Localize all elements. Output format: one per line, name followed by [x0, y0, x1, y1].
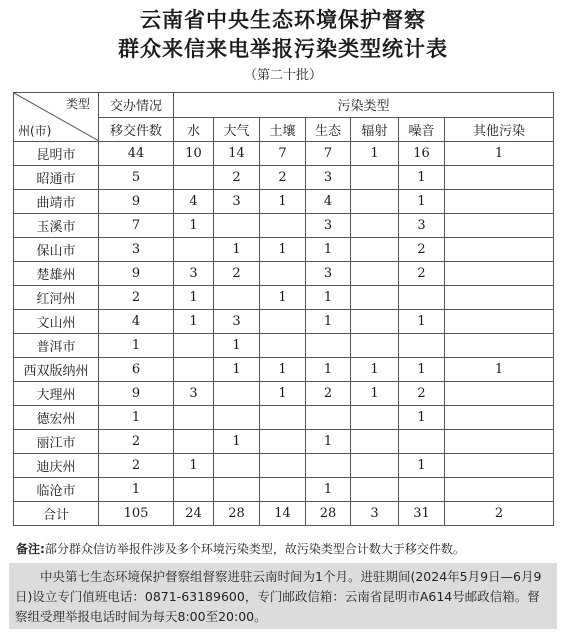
table-cell: 1 [174, 454, 214, 478]
table-cell: 44 [99, 142, 174, 166]
region-name: 西双版纳州 [14, 358, 99, 382]
table-cell [260, 262, 306, 286]
table-cell: 3 [174, 262, 214, 286]
table-cell: 1 [399, 166, 445, 190]
table-cell: 1 [260, 190, 306, 214]
table-cell: 3 [399, 214, 445, 238]
table-cell: 1 [260, 286, 306, 310]
table-cell [445, 286, 554, 310]
group-header-pollution: 污染类型 [174, 93, 554, 118]
table-cell: 3 [351, 502, 399, 526]
table-cell [351, 214, 399, 238]
table-cell [445, 430, 554, 454]
column-header: 移交件数 [99, 117, 174, 142]
table-cell: 3 [214, 190, 260, 214]
table-cell [214, 382, 260, 406]
table-cell [174, 430, 214, 454]
table-cell: 1 [306, 358, 351, 382]
region-name: 大理州 [14, 382, 99, 406]
table-cell [260, 478, 306, 502]
note-text: 部分群众信访举报件涉及多个环境污染类型，故污染类型合计数大于移交件数。 [44, 542, 465, 556]
table-cell [399, 430, 445, 454]
table-cell [260, 334, 306, 358]
table-cell [174, 166, 214, 190]
table-cell: 7 [260, 142, 306, 166]
table-cell [445, 190, 554, 214]
table-cell [351, 334, 399, 358]
table-cell [351, 454, 399, 478]
column-header: 噪音 [399, 117, 445, 142]
region-name: 红河州 [14, 286, 99, 310]
table-cell: 1 [99, 406, 174, 430]
table-cell: 1 [99, 478, 174, 502]
table-cell [445, 166, 554, 190]
table-cell: 1 [174, 286, 214, 310]
table-cell: 1 [306, 238, 351, 262]
table-cell [445, 454, 554, 478]
note-label: 备注: [16, 542, 45, 556]
table-row [14, 214, 554, 238]
table-cell: 9 [99, 190, 174, 214]
table-cell [174, 478, 214, 502]
table-cell [306, 454, 351, 478]
table-cell: 4 [174, 190, 214, 214]
table-cell [351, 262, 399, 286]
table-cell: 1 [399, 454, 445, 478]
table-cell: 7 [99, 214, 174, 238]
table-row [14, 430, 554, 454]
table-row [14, 310, 554, 334]
table-cell [351, 190, 399, 214]
region-name: 昆明市 [14, 142, 99, 166]
statistics-table [13, 92, 554, 526]
note [16, 540, 556, 557]
column-header: 生态 [306, 117, 351, 142]
table-cell: 2 [214, 262, 260, 286]
table-cell [214, 286, 260, 310]
group-header-transfer: 交办情况 [99, 93, 174, 118]
table-cell [445, 406, 554, 430]
table-row [14, 190, 554, 214]
table-cell: 14 [260, 502, 306, 526]
table-cell [214, 478, 260, 502]
table-cell [260, 214, 306, 238]
table-cell: 2 [399, 262, 445, 286]
column-header: 水 [174, 117, 214, 142]
table-cell: 1 [260, 238, 306, 262]
table-cell [306, 334, 351, 358]
table-row [14, 502, 554, 526]
region-name: 曲靖市 [14, 190, 99, 214]
table-cell: 2 [399, 238, 445, 262]
column-header: 其他污染 [445, 117, 554, 142]
table-cell: 1 [445, 142, 554, 166]
table-row [14, 286, 554, 310]
region-name: 丽江市 [14, 430, 99, 454]
table-cell: 3 [214, 310, 260, 334]
table-cell: 1 [351, 142, 399, 166]
region-name: 保山市 [14, 238, 99, 262]
table-cell: 1 [214, 334, 260, 358]
info-box: 中央第七生态环境保护督察组督察进驻云南时间为1个月。进驻期间(2024年5月9日—6月9日)设立专门值班电话：0871-63189600，专门邮政信箱：云南省昆明市A614号邮政信箱。督察组受理举报电话时间为每天8:00至20:00。 [9, 563, 557, 629]
table-cell: 1 [399, 406, 445, 430]
column-header: 大气 [214, 117, 260, 142]
table-cell [351, 406, 399, 430]
table-cell [445, 382, 554, 406]
region-name: 玉溪市 [14, 214, 99, 238]
table-cell [306, 406, 351, 430]
table-cell: 5 [99, 166, 174, 190]
table-cell: 1 [174, 310, 214, 334]
table-cell [351, 238, 399, 262]
table-cell [445, 214, 554, 238]
table-cell [174, 406, 214, 430]
table-cell: 9 [99, 382, 174, 406]
table-cell [260, 406, 306, 430]
table-row [14, 166, 554, 190]
table-cell: 1 [399, 310, 445, 334]
table-cell [214, 454, 260, 478]
table-cell [399, 286, 445, 310]
table-cell: 1 [351, 382, 399, 406]
table-cell: 1 [214, 238, 260, 262]
table-cell: 3 [306, 214, 351, 238]
region-name: 临沧市 [14, 478, 99, 502]
column-header: 土壤 [260, 117, 306, 142]
table-cell [260, 430, 306, 454]
table-cell [351, 166, 399, 190]
table-cell [351, 430, 399, 454]
region-name: 德宏州 [14, 406, 99, 430]
table-cell: 2 [306, 382, 351, 406]
table-cell: 6 [99, 358, 174, 382]
table-cell: 9 [99, 262, 174, 286]
table-cell [351, 286, 399, 310]
table-cell: 1 [214, 358, 260, 382]
title-line-1: 云南省中央生态环境保护督察 [140, 8, 426, 32]
table-row [14, 478, 554, 502]
table-cell [351, 478, 399, 502]
table-cell [174, 334, 214, 358]
table-cell [214, 406, 260, 430]
table-cell: 2 [99, 286, 174, 310]
batch-label: （第二十批） [243, 68, 322, 83]
table-row [14, 238, 554, 262]
table-cell: 1 [306, 430, 351, 454]
table-cell: 1 [174, 214, 214, 238]
corner-top-label: 类型 [65, 97, 90, 111]
table-cell: 16 [399, 142, 445, 166]
table-cell: 1 [260, 382, 306, 406]
table-cell: 2 [260, 166, 306, 190]
table-cell: 24 [174, 502, 214, 526]
table-cell [445, 262, 554, 286]
table-cell [445, 310, 554, 334]
table-cell: 1 [99, 334, 174, 358]
table-cell: 1 [306, 478, 351, 502]
table-cell: 10 [174, 142, 214, 166]
region-name: 文山州 [14, 310, 99, 334]
table-row [14, 358, 554, 382]
table-cell: 2 [445, 502, 554, 526]
region-name: 合计 [14, 502, 99, 526]
table-row [14, 142, 554, 166]
corner-bottom-label: 州(市) [18, 124, 52, 138]
table-cell [174, 358, 214, 382]
table-cell [174, 238, 214, 262]
table-cell [445, 334, 554, 358]
table-cell: 7 [306, 142, 351, 166]
table-body [14, 142, 554, 526]
region-name: 楚雄州 [14, 262, 99, 286]
table-row [14, 382, 554, 406]
table-cell: 3 [99, 238, 174, 262]
table-row [14, 454, 554, 478]
table-cell: 28 [214, 502, 260, 526]
table-cell: 28 [306, 502, 351, 526]
region-name: 普洱市 [14, 334, 99, 358]
table-row [14, 334, 554, 358]
table-cell: 1 [351, 358, 399, 382]
region-name: 迪庆州 [14, 454, 99, 478]
title-line-2: 群众来信来电举报污染类型统计表 [118, 37, 448, 61]
table-cell [445, 238, 554, 262]
table-cell: 1 [399, 358, 445, 382]
table-cell: 3 [306, 262, 351, 286]
table-cell: 14 [214, 142, 260, 166]
table-cell: 1 [445, 358, 554, 382]
table-cell: 1 [260, 358, 306, 382]
table-cell: 105 [99, 502, 174, 526]
table-cell: 2 [99, 430, 174, 454]
table-cell: 31 [399, 502, 445, 526]
region-name: 昭通市 [14, 166, 99, 190]
table-cell [260, 454, 306, 478]
table-cell [351, 310, 399, 334]
table-cell [214, 214, 260, 238]
table-cell: 4 [99, 310, 174, 334]
table-row [14, 406, 554, 430]
column-header: 辐射 [351, 117, 399, 142]
table-cell: 2 [399, 382, 445, 406]
table-cell: 1 [399, 190, 445, 214]
table-cell: 1 [306, 310, 351, 334]
table-cell: 3 [306, 166, 351, 190]
table-cell: 1 [214, 430, 260, 454]
table-cell: 2 [99, 454, 174, 478]
table-cell: 2 [214, 166, 260, 190]
table-cell: 1 [306, 286, 351, 310]
table-row [14, 262, 554, 286]
table-cell [260, 310, 306, 334]
table-cell [445, 478, 554, 502]
table-cell [399, 478, 445, 502]
table-cell: 3 [174, 382, 214, 406]
table-cell [399, 334, 445, 358]
table-cell: 4 [306, 190, 351, 214]
corner-header-cell [14, 93, 99, 142]
